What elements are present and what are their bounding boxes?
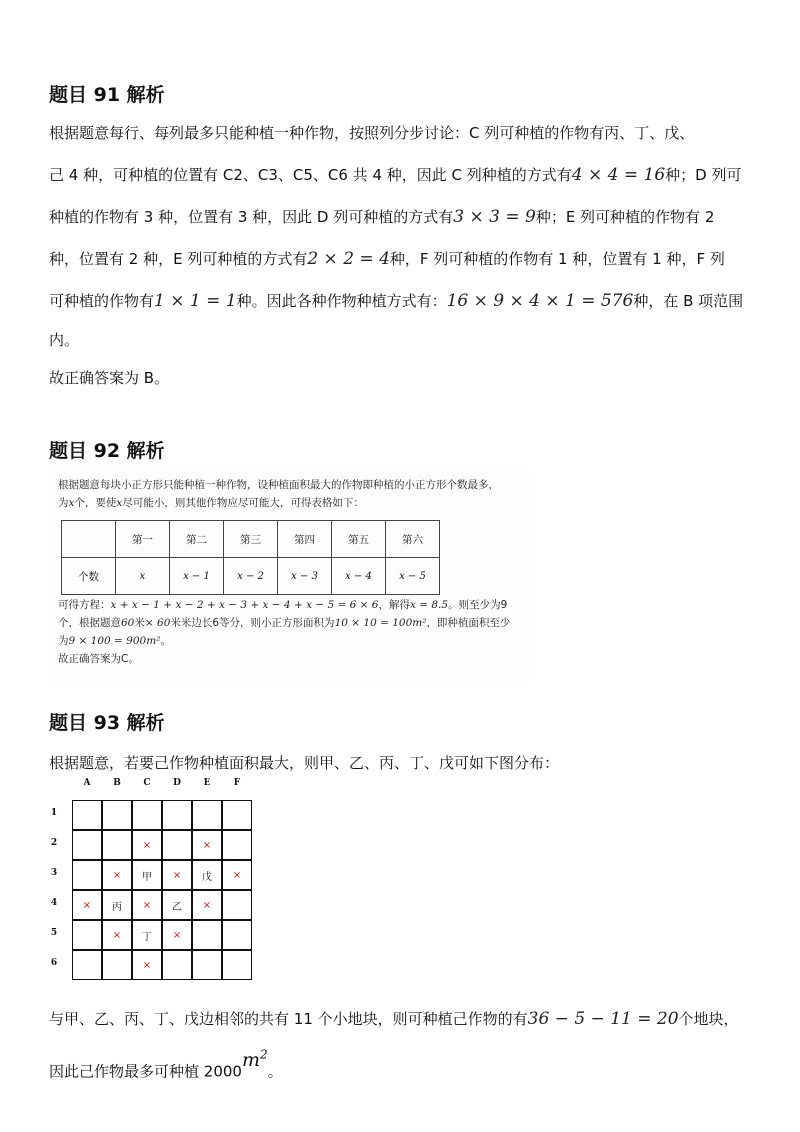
- table-cell: 第二: [170, 521, 224, 558]
- grid-cell: [192, 950, 222, 980]
- column-label: E: [203, 778, 211, 788]
- table-cell: x − 4: [332, 558, 386, 595]
- column-label: D: [173, 778, 181, 788]
- crop-label: 丁: [142, 931, 152, 943]
- cross-mark: ×: [172, 929, 182, 941]
- grid-cell: [222, 830, 252, 860]
- grid-cell: [162, 920, 192, 950]
- grid-cell: [162, 890, 192, 920]
- grid-cell: [192, 890, 222, 920]
- q91-line: 可种植的作物有1 × 1 = 1种。因此各种作物种植方式有：16 × 9 × 4 × 1 = 576种，在 B 项范围: [49, 291, 744, 311]
- cross-mark: ×: [202, 899, 212, 911]
- grid-cell: [72, 890, 102, 920]
- table-cell: x: [116, 558, 170, 595]
- q93-grid: [48, 778, 268, 988]
- grid-cell: [162, 830, 192, 860]
- cross-mark: ×: [142, 959, 152, 971]
- cross-mark: ×: [172, 869, 182, 881]
- grid-cell: [72, 830, 102, 860]
- grid-cell: [102, 950, 132, 980]
- grid-cell: [102, 920, 132, 950]
- cross-mark: ×: [232, 869, 242, 881]
- q92-table: [61, 520, 440, 595]
- column-label: C: [143, 778, 151, 788]
- q93-line: 与甲、乙、丙、丁、戊边相邻的共有 11 个小地块，则可种植己作物的有36 − 5 − 11 = 20个地块，: [49, 1009, 739, 1029]
- grid-cell: [72, 860, 102, 890]
- cross-mark: ×: [142, 899, 152, 911]
- grid-cell: [222, 800, 252, 830]
- grid-cell: [132, 950, 162, 980]
- table-cell: [62, 521, 116, 558]
- math-expr: 1 × 1 = 1: [154, 291, 237, 311]
- crop-label: 丙: [112, 901, 122, 913]
- q91-line: 己 4 种，可种植的位置有 C2、C3、C5、C6 共 4 种，因此 C 列种植的方式有4 × 4 = 16种；D 列可: [49, 165, 742, 185]
- table-row: [62, 558, 440, 595]
- cross-mark: ×: [112, 869, 122, 881]
- q92-text-lower: 可得方程：x + x − 1 + x − 2 + x − 3 + x − 4 + x − 5 = 6 × 6，解得x = 8.5。则至少为9 个，根据题意60米× 60米米边长6等分，则小正方形面积为10 × 10 = 100m²，即种植面积至少 为9 × 100 = 900m²。 故正确答案为C。: [58, 599, 511, 665]
- table-cell: 个数: [62, 558, 116, 595]
- q93-line: 因此己作物最多可种植 $2000m^2$。: [49, 1048, 283, 1081]
- table-cell: 第四: [278, 521, 332, 558]
- cross-mark: ×: [112, 929, 122, 941]
- cross-mark: ×: [202, 839, 212, 851]
- table-cell: x − 1: [170, 558, 224, 595]
- column-label: A: [83, 778, 91, 788]
- grid-cell: [162, 860, 192, 890]
- crop-label: 乙: [172, 901, 182, 913]
- grid-cell: [192, 830, 222, 860]
- grid-cell: [192, 860, 222, 890]
- table-row: [62, 521, 440, 558]
- cross-mark: ×: [142, 839, 152, 851]
- grid-cell: [162, 950, 192, 980]
- grid-cell: [132, 920, 162, 950]
- table-cell: x − 3: [278, 558, 332, 595]
- row-label: 5: [50, 928, 58, 938]
- grid-cell: [72, 950, 102, 980]
- row-label: 4: [50, 898, 58, 908]
- q91-line: 种植的作物有 3 种，位置有 3 种，因此 D 列可种植的方式有3 × 3 = 9种；E 列可种植的作物有 2: [49, 207, 715, 227]
- grid-cell: [102, 830, 132, 860]
- grid-cell: [102, 800, 132, 830]
- crop-label: 戊: [202, 871, 212, 883]
- row-label: 6: [50, 958, 58, 968]
- column-label: B: [113, 778, 121, 788]
- grid-cell: [102, 890, 132, 920]
- table-cell: 第六: [386, 521, 440, 558]
- row-label: 1: [50, 808, 58, 818]
- grid-cell: [102, 860, 132, 890]
- table-cell: 第五: [332, 521, 386, 558]
- column-label: F: [233, 778, 241, 788]
- row-label: 3: [50, 868, 58, 878]
- grid-cell: [192, 800, 222, 830]
- grid-cell: [222, 860, 252, 890]
- grid-cell: [132, 860, 162, 890]
- q92-text: 根据题意每块小正方形只能种植一种作物，设种植面积最大的作物即种植的小正方形个数最多， 为x个，要使x尽可能小，则其他作物应尽可能大，可得表格如下：: [58, 479, 499, 509]
- q93-conclusion: [49, 998, 761, 1092]
- math-expr: 36 − 5 − 11 = 20: [527, 1009, 679, 1029]
- grid-cell: [72, 920, 102, 950]
- q92-heading: 题目 92 解析: [49, 440, 165, 462]
- q92-solution-image: [52, 470, 530, 682]
- table-cell: 第一: [116, 521, 170, 558]
- q91-line: 种，位置有 2 种，E 列可种植的方式有2 × 2 = 4种，F 列可种植的作物有 1 种，位置有 1 种，F 列: [49, 249, 725, 269]
- row-label: 2: [50, 838, 58, 848]
- grid-cell: [132, 800, 162, 830]
- grid-cell: [162, 800, 192, 830]
- q91-line: 内。: [49, 331, 80, 349]
- q91-answer: 故正确答案为 B。: [49, 369, 170, 387]
- q91-line: 根据题意每行、每列最多只能种植一种作物，按照列分步讨论：C 列可种植的作物有丙、丁、戊、: [49, 124, 695, 142]
- q93-heading: 题目 93 解析: [49, 712, 165, 734]
- grid-cell: [222, 950, 252, 980]
- cross-mark: ×: [82, 899, 92, 911]
- table-cell: x − 2: [224, 558, 278, 595]
- crop-label: 甲: [142, 871, 152, 883]
- math-expr: 4 × 4 = 16: [571, 165, 666, 185]
- grid-cell: [222, 890, 252, 920]
- grid-cell: [222, 920, 252, 950]
- grid-cell: [132, 830, 162, 860]
- math-expr: 2 × 2 = 4: [307, 249, 390, 269]
- grid-cell: [132, 890, 162, 920]
- q91-body: [49, 112, 761, 398]
- grid-cell: [192, 920, 222, 950]
- math-unit: $m^2$: [241, 1048, 268, 1072]
- math-expr: 16 × 9 × 4 × 1 = 576: [446, 291, 634, 311]
- math-expr: 3 × 3 = 9: [453, 207, 536, 227]
- q93-intro: 根据题意，若要己作物种植面积最大，则甲、乙、丙、丁、戊可如下图分布：: [49, 754, 560, 772]
- table-cell: 第三: [224, 521, 278, 558]
- q91-heading: 题目 91 解析: [49, 84, 165, 106]
- grid-cell: [72, 800, 102, 830]
- table-cell: x − 5: [386, 558, 440, 595]
